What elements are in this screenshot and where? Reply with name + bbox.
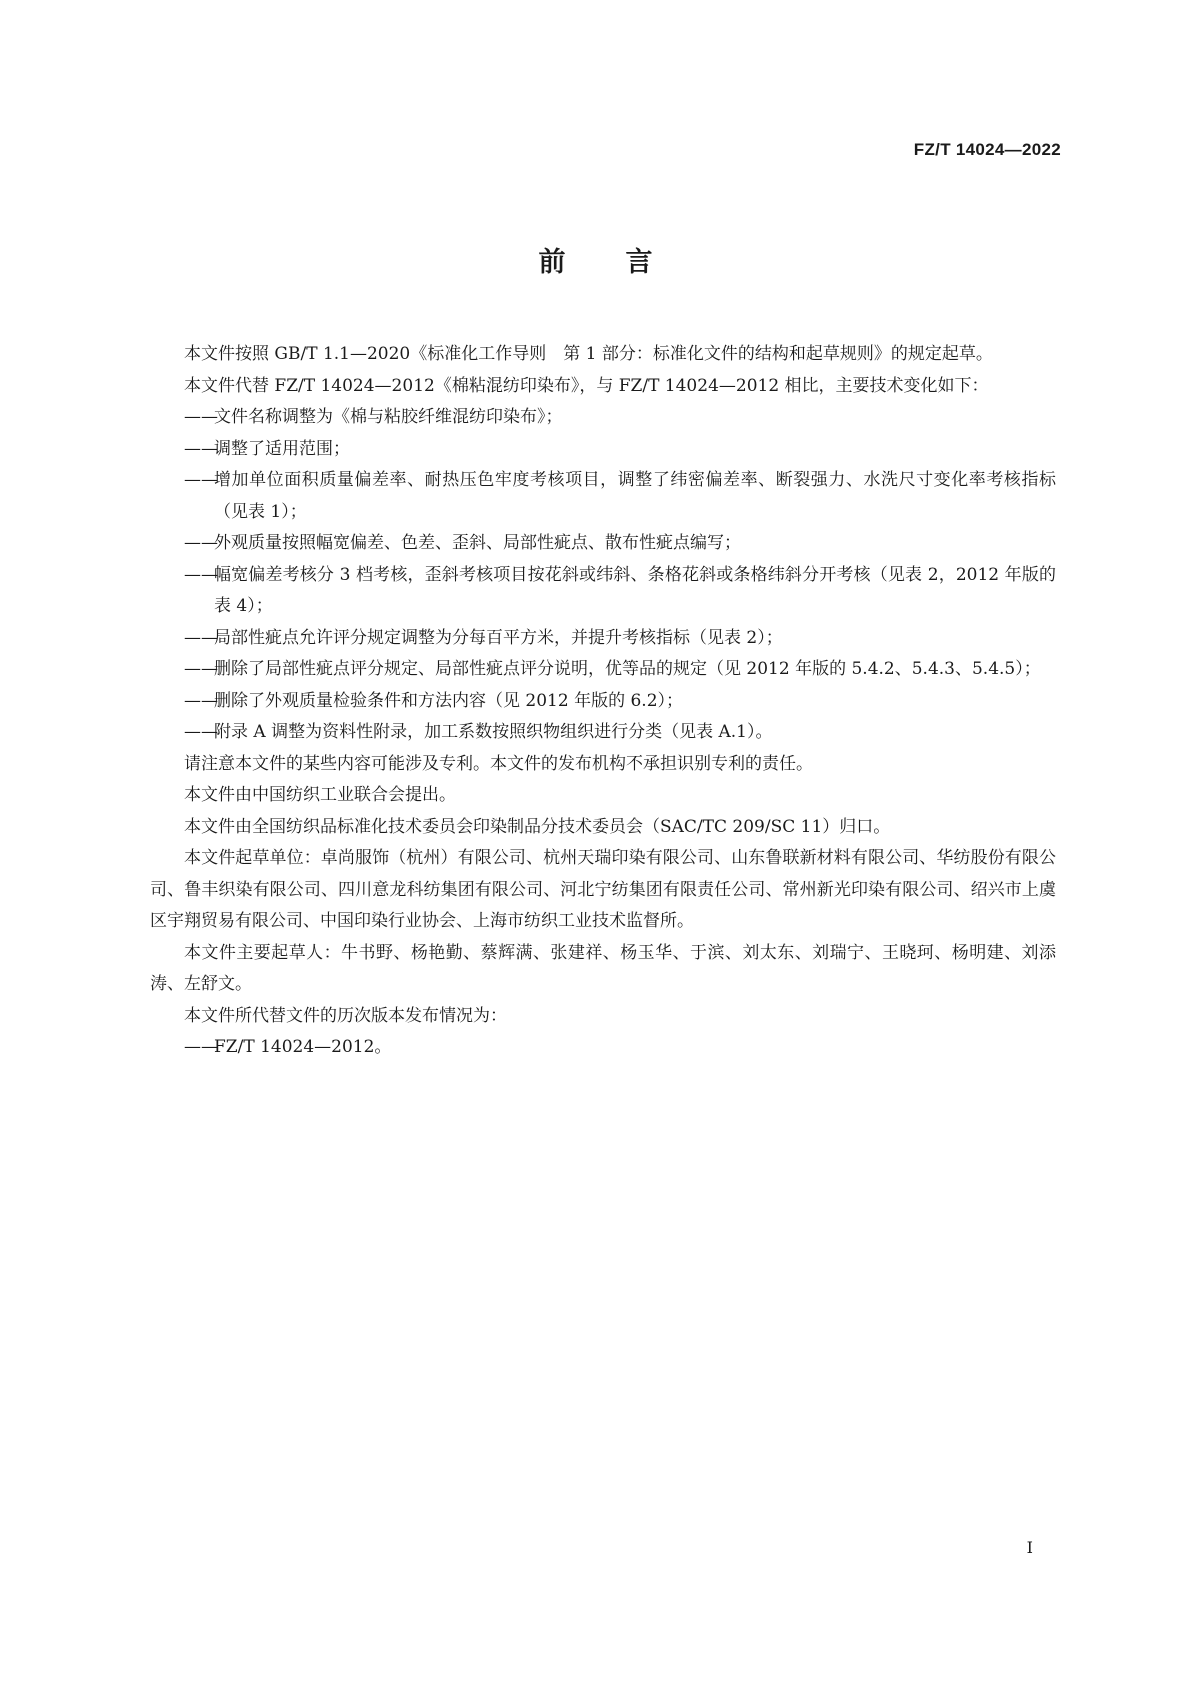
dash: ——: [184, 1037, 218, 1057]
page-number: I: [1026, 1538, 1033, 1557]
dash: ——: [184, 627, 218, 648]
list-item: [150, 465, 1056, 528]
list-item-text: 调整了适用范围；: [214, 438, 350, 459]
paragraph: 本文件按照 GB/T 1.1—2020《标准化工作导则 第 1 部分：标准化文件的结构和起草规则》的规定起草。: [184, 344, 993, 364]
list-item: [150, 402, 1056, 434]
page-title: 前言: [538, 247, 713, 278]
list-item: [150, 434, 1056, 466]
list-item: [150, 623, 1056, 655]
dash: ——: [184, 438, 218, 459]
list-item-text: 增加单位面积质量偏差率、耐热压色牢度考核项目，调整了纬密偏差率、断裂强力、水洗尺寸变化率考核指标（见表 1）；: [214, 470, 1056, 522]
changes-list: [150, 402, 1056, 749]
list-item-text: 外观质量按照幅宽偏差、色差、歪斜、局部性疵点、散布性疵点编写；: [214, 533, 741, 553]
list-item: [150, 654, 1056, 686]
list-item-text: 局部性疵点允许评分规定调整为分每百平方米，并提升考核指标（见表 2）；: [214, 627, 783, 648]
dash: ——: [184, 533, 218, 553]
standard-code: FZ/T 14024—2022: [913, 140, 1061, 159]
list-item-text: 文件名称调整为《棉与粘胶纤维混纺印染布》；: [214, 407, 563, 427]
list-item-text: 附录 A 调整为资料性附录，加工系数按照织物组织进行分类（见表 A.1）。: [214, 722, 773, 742]
list-item: [150, 686, 1056, 718]
list-item: [150, 717, 1056, 749]
list-item-text: 幅宽偏差考核分 3 档考核，歪斜考核项目按花斜或纬斜、条格花斜或条格纬斜分开考核（见表 2，2012 年版的表 4）；: [214, 564, 1056, 616]
list-item-text: 删除了局部性疵点评分规定、局部性疵点评分说明，优等品的规定（见 2012 年版的 5.4.2、5.4.3、5.4.5）；: [214, 659, 1041, 679]
paragraph: 本文件代替 FZ/T 14024—2012《棉粘混纺印染布》，与 FZ/T 14024—2012 相比，主要技术变化如下：: [184, 375, 989, 396]
dash: ——: [184, 407, 218, 427]
history-item: [150, 1032, 1056, 1064]
dash: ——: [184, 659, 218, 679]
dash: ——: [184, 470, 218, 490]
drafters: 本文件主要起草人：牛书野、杨艳勤、蔡辉满、张建祥、杨玉华、于滨、刘太东、刘瑞宁、王晓珂、杨明建、刘添涛、左舒文。: [150, 942, 1056, 994]
technical-committee: 本文件由全国纺织品标准化技术委员会印染制品分技术委员会（SAC/TC 209/SC 11）归口。: [184, 816, 891, 837]
dash: ——: [184, 690, 218, 711]
patent-notice: 请注意本文件的某些内容可能涉及专利。本文件的发布机构不承担识别专利的责任。: [184, 753, 813, 774]
dash: ——: [184, 722, 218, 742]
drafting-units: 本文件起草单位：卓尚服饰（杭州）有限公司、杭州天瑞印染有限公司、山东鲁联新材料有限公司、华纺股份有限公司、鲁丰织染有限公司、四川意龙科纺集团有限公司、河北宁纺集团有限责任公司、常州新光印染有限公司、绍兴市上虞区宇翔贸易有限公司、中国印染行业协会、上海市纺织工业技术监督所。: [150, 848, 1056, 931]
document-body: [150, 339, 1056, 1064]
history-intro: 本文件所代替文件的历次版本发布情况为：: [184, 1005, 507, 1026]
history-item-text: FZ/T 14024—2012。: [214, 1037, 392, 1057]
list-item: [150, 560, 1056, 623]
list-item-text: 删除了外观质量检验条件和方法内容（见 2012 年版的 6.2）；: [214, 690, 684, 711]
list-item: [150, 528, 1056, 560]
dash: ——: [184, 564, 218, 585]
proposer: 本文件由中国纺织工业联合会提出。: [184, 785, 456, 805]
